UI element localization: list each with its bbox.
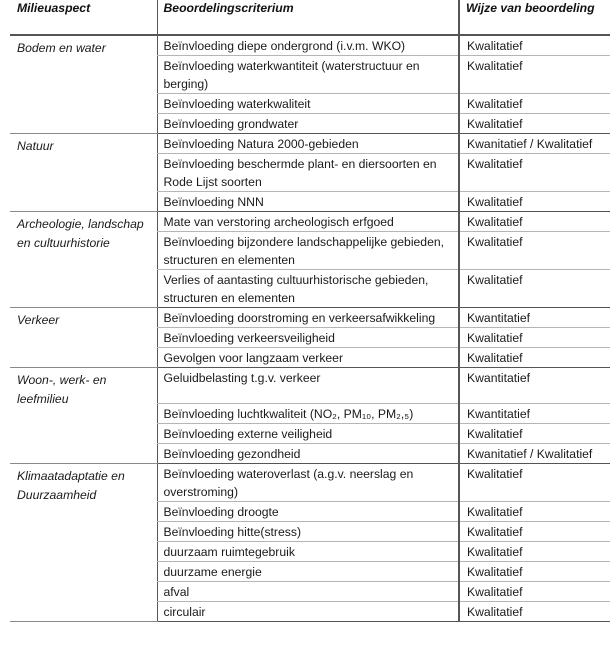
table-row [10,212,610,232]
criterion-cell: circulair [157,602,459,622]
aspect-cell: Archeologie, landschap en cultuurhistorie [10,212,157,308]
aspect-cell: Woon-, werk- en leefmilieu [10,368,157,464]
method-cell: Kwantitatief [459,308,610,328]
criterion-cell: Beïnvloeding gezondheid [157,444,459,464]
criterion-cell: Beïnvloeding verkeersveiligheid [157,328,459,348]
header-row [10,0,610,35]
criterion-cell: Beïnvloeding NNN [157,192,459,212]
criterion-cell: Geluidbelasting t.g.v. verkeer [157,368,459,404]
method-cell: Kwalitatief [459,56,610,94]
table-row [10,35,610,56]
criterion-cell: Beïnvloeding bijzondere landschappelijke gebieden, structuren en elementen [157,232,459,270]
method-cell: Kwalitatief [459,154,610,192]
criterion-cell: Beïnvloeding Natura 2000-gebieden [157,134,459,154]
table-row [10,464,610,502]
method-cell: Kwalitatief [459,94,610,114]
method-cell: Kwanitatief / Kwalitatief [459,444,610,464]
criterion-cell: Beïnvloeding externe veiligheid [157,424,459,444]
criterion-cell: Mate van verstoring archeologisch erfgoed [157,212,459,232]
table-header [10,0,610,35]
table-row [10,134,610,154]
method-cell: Kwalitatief [459,192,610,212]
method-cell: Kwalitatief [459,328,610,348]
method-cell: Kwalitatief [459,562,610,582]
method-cell: Kwalitatief [459,464,610,502]
criterion-cell: Beïnvloeding grondwater [157,114,459,134]
method-cell: Kwalitatief [459,232,610,270]
method-cell: Kwalitatief [459,348,610,368]
method-cell: Kwalitatief [459,502,610,522]
method-cell: Kwalitatief [459,582,610,602]
aspect-cell: Natuur [10,134,157,212]
header-aspect: Milieuaspect [10,0,157,35]
method-cell: Kwalitatief [459,542,610,562]
criterion-cell: Beïnvloeding hitte(stress) [157,522,459,542]
criterion-cell: duurzaam ruimtegebruik [157,542,459,562]
criterion-cell: Beïnvloeding waterkwaliteit [157,94,459,114]
criterion-cell: Beïnvloeding droogte [157,502,459,522]
header-criterion: Beoordelingscriterium [157,0,459,35]
table-row [10,308,610,328]
method-cell: Kwantitatief [459,368,610,404]
criterion-cell: Beïnvloeding doorstroming en verkeersafwikkeling [157,308,459,328]
method-cell: Kwalitatief [459,424,610,444]
method-cell: Kwalitatief [459,602,610,622]
method-cell: Kwalitatief [459,114,610,134]
criterion-cell: Beïnvloeding luchtkwaliteit (NO₂, PM₁₀, PM₂,₅) [157,404,459,424]
criterion-cell: Beïnvloeding beschermde plant- en diersoorten en Rode Lijst soorten [157,154,459,192]
aspect-cell: Bodem en water [10,35,157,134]
table-body [10,35,610,622]
method-cell: Kwalitatief [459,522,610,542]
method-cell: Kwantitatief [459,404,610,424]
criterion-cell: Verlies of aantasting cultuurhistorische gebieden, structuren en elementen [157,270,459,308]
header-method: Wijze van beoordeling [459,0,610,35]
criterion-cell: Gevolgen voor langzaam verkeer [157,348,459,368]
criterion-cell: Beïnvloeding waterkwantiteit (waterstructuur en berging) [157,56,459,94]
method-cell: Kwalitatief [459,270,610,308]
assessment-table [10,0,610,622]
criterion-cell: Beïnvloeding wateroverlast (a.g.v. neerslag en overstroming) [157,464,459,502]
aspect-cell: Verkeer [10,308,157,368]
aspect-cell: Klimaatadaptatie en Duurzaamheid [10,464,157,622]
table-row [10,368,610,404]
criterion-cell: duurzame energie [157,562,459,582]
method-cell: Kwalitatief [459,212,610,232]
criterion-cell: Beïnvloeding diepe ondergrond (i.v.m. WKO) [157,35,459,56]
criterion-cell: afval [157,582,459,602]
method-cell: Kwanitatief / Kwalitatief [459,134,610,154]
method-cell: Kwalitatief [459,35,610,56]
